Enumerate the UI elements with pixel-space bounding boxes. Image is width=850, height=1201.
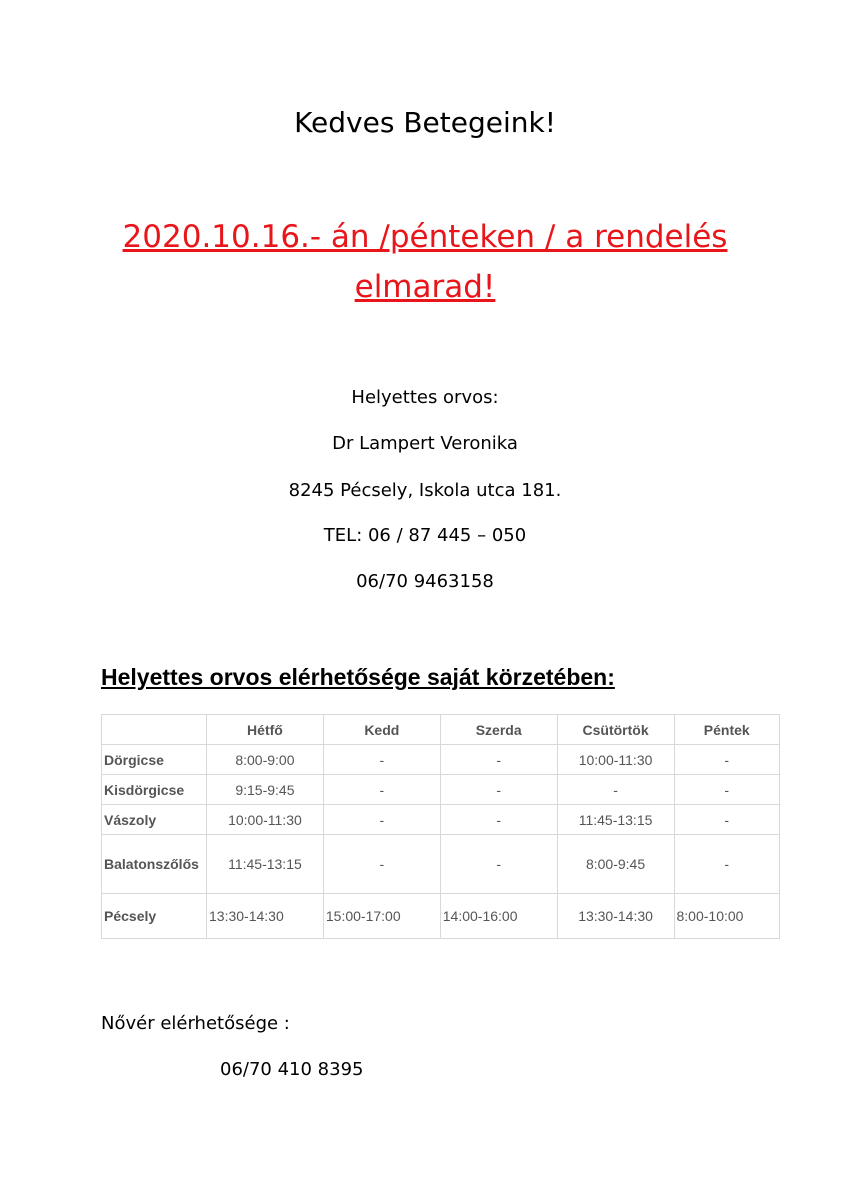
closure-alert [100,212,750,312]
table-cell: - [674,835,780,894]
table-cell: - [440,745,557,775]
table-row [102,775,780,805]
table-cell: - [674,745,780,775]
table-cell: - [323,805,440,835]
table-cell: 13:30-14:30 [557,894,674,939]
header-cell-tuesday: Kedd [323,715,440,745]
nurse-phone: 06/70 410 8395 [220,1059,364,1080]
table-row [102,894,780,939]
table-cell: - [323,835,440,894]
header-cell-monday: Hétfő [207,715,324,745]
row-place: Kisdörgicse [102,775,207,805]
table-cell: 10:00-11:30 [557,745,674,775]
table-cell: 10:00-11:30 [207,805,324,835]
row-place: Vászoly [102,805,207,835]
substitute-address: 8245 Pécsely, Iskola utca 181. [288,480,562,501]
closure-alert-line-2: elmarad! [354,269,496,305]
table-cell: - [440,835,557,894]
schedule-header-row [102,715,780,745]
table-cell: 13:30-14:30 [207,894,324,939]
substitute-mobile: 06/70 9463158 [356,571,494,592]
header-cell-friday: Péntek [674,715,780,745]
header-cell-wednesday: Szerda [440,715,557,745]
nurse-label: Nővér elérhetősége : [101,1013,290,1034]
table-row [102,745,780,775]
table-cell: - [557,775,674,805]
substitute-tel: TEL: 06 / 87 445 – 050 [323,525,527,546]
table-cell: 11:45-13:15 [557,805,674,835]
table-cell: 8:00-10:00 [674,894,780,939]
table-cell: - [440,805,557,835]
table-cell: - [323,745,440,775]
closure-alert-line-1: 2020.10.16.- án /pénteken / a rendelés [122,219,728,255]
schedule-heading: Helyettes orvos elérhetősége saját körzetében: [101,664,615,690]
table-cell: 9:15-9:45 [207,775,324,805]
table-cell: 11:45-13:15 [207,835,324,894]
substitute-label: Helyettes orvos: [351,387,499,408]
table-cell: - [323,775,440,805]
table-cell: 8:00-9:00 [207,745,324,775]
table-cell: 8:00-9:45 [557,835,674,894]
table-cell: - [440,775,557,805]
substitute-name: Dr Lampert Veronika [332,433,518,454]
header-cell-thursday: Csütörtök [557,715,674,745]
row-place: Pécsely [102,894,207,939]
row-place: Balatonszőlős [102,835,207,894]
row-place: Dörgicse [102,745,207,775]
schedule-table [101,714,780,939]
table-cell: - [674,775,780,805]
table-cell: - [674,805,780,835]
table-cell: 15:00-17:00 [323,894,440,939]
header-cell-empty [102,715,207,745]
greeting-heading: Kedves Betegeink! [294,106,556,139]
table-cell: 14:00-16:00 [440,894,557,939]
table-row [102,805,780,835]
table-row [102,835,780,894]
